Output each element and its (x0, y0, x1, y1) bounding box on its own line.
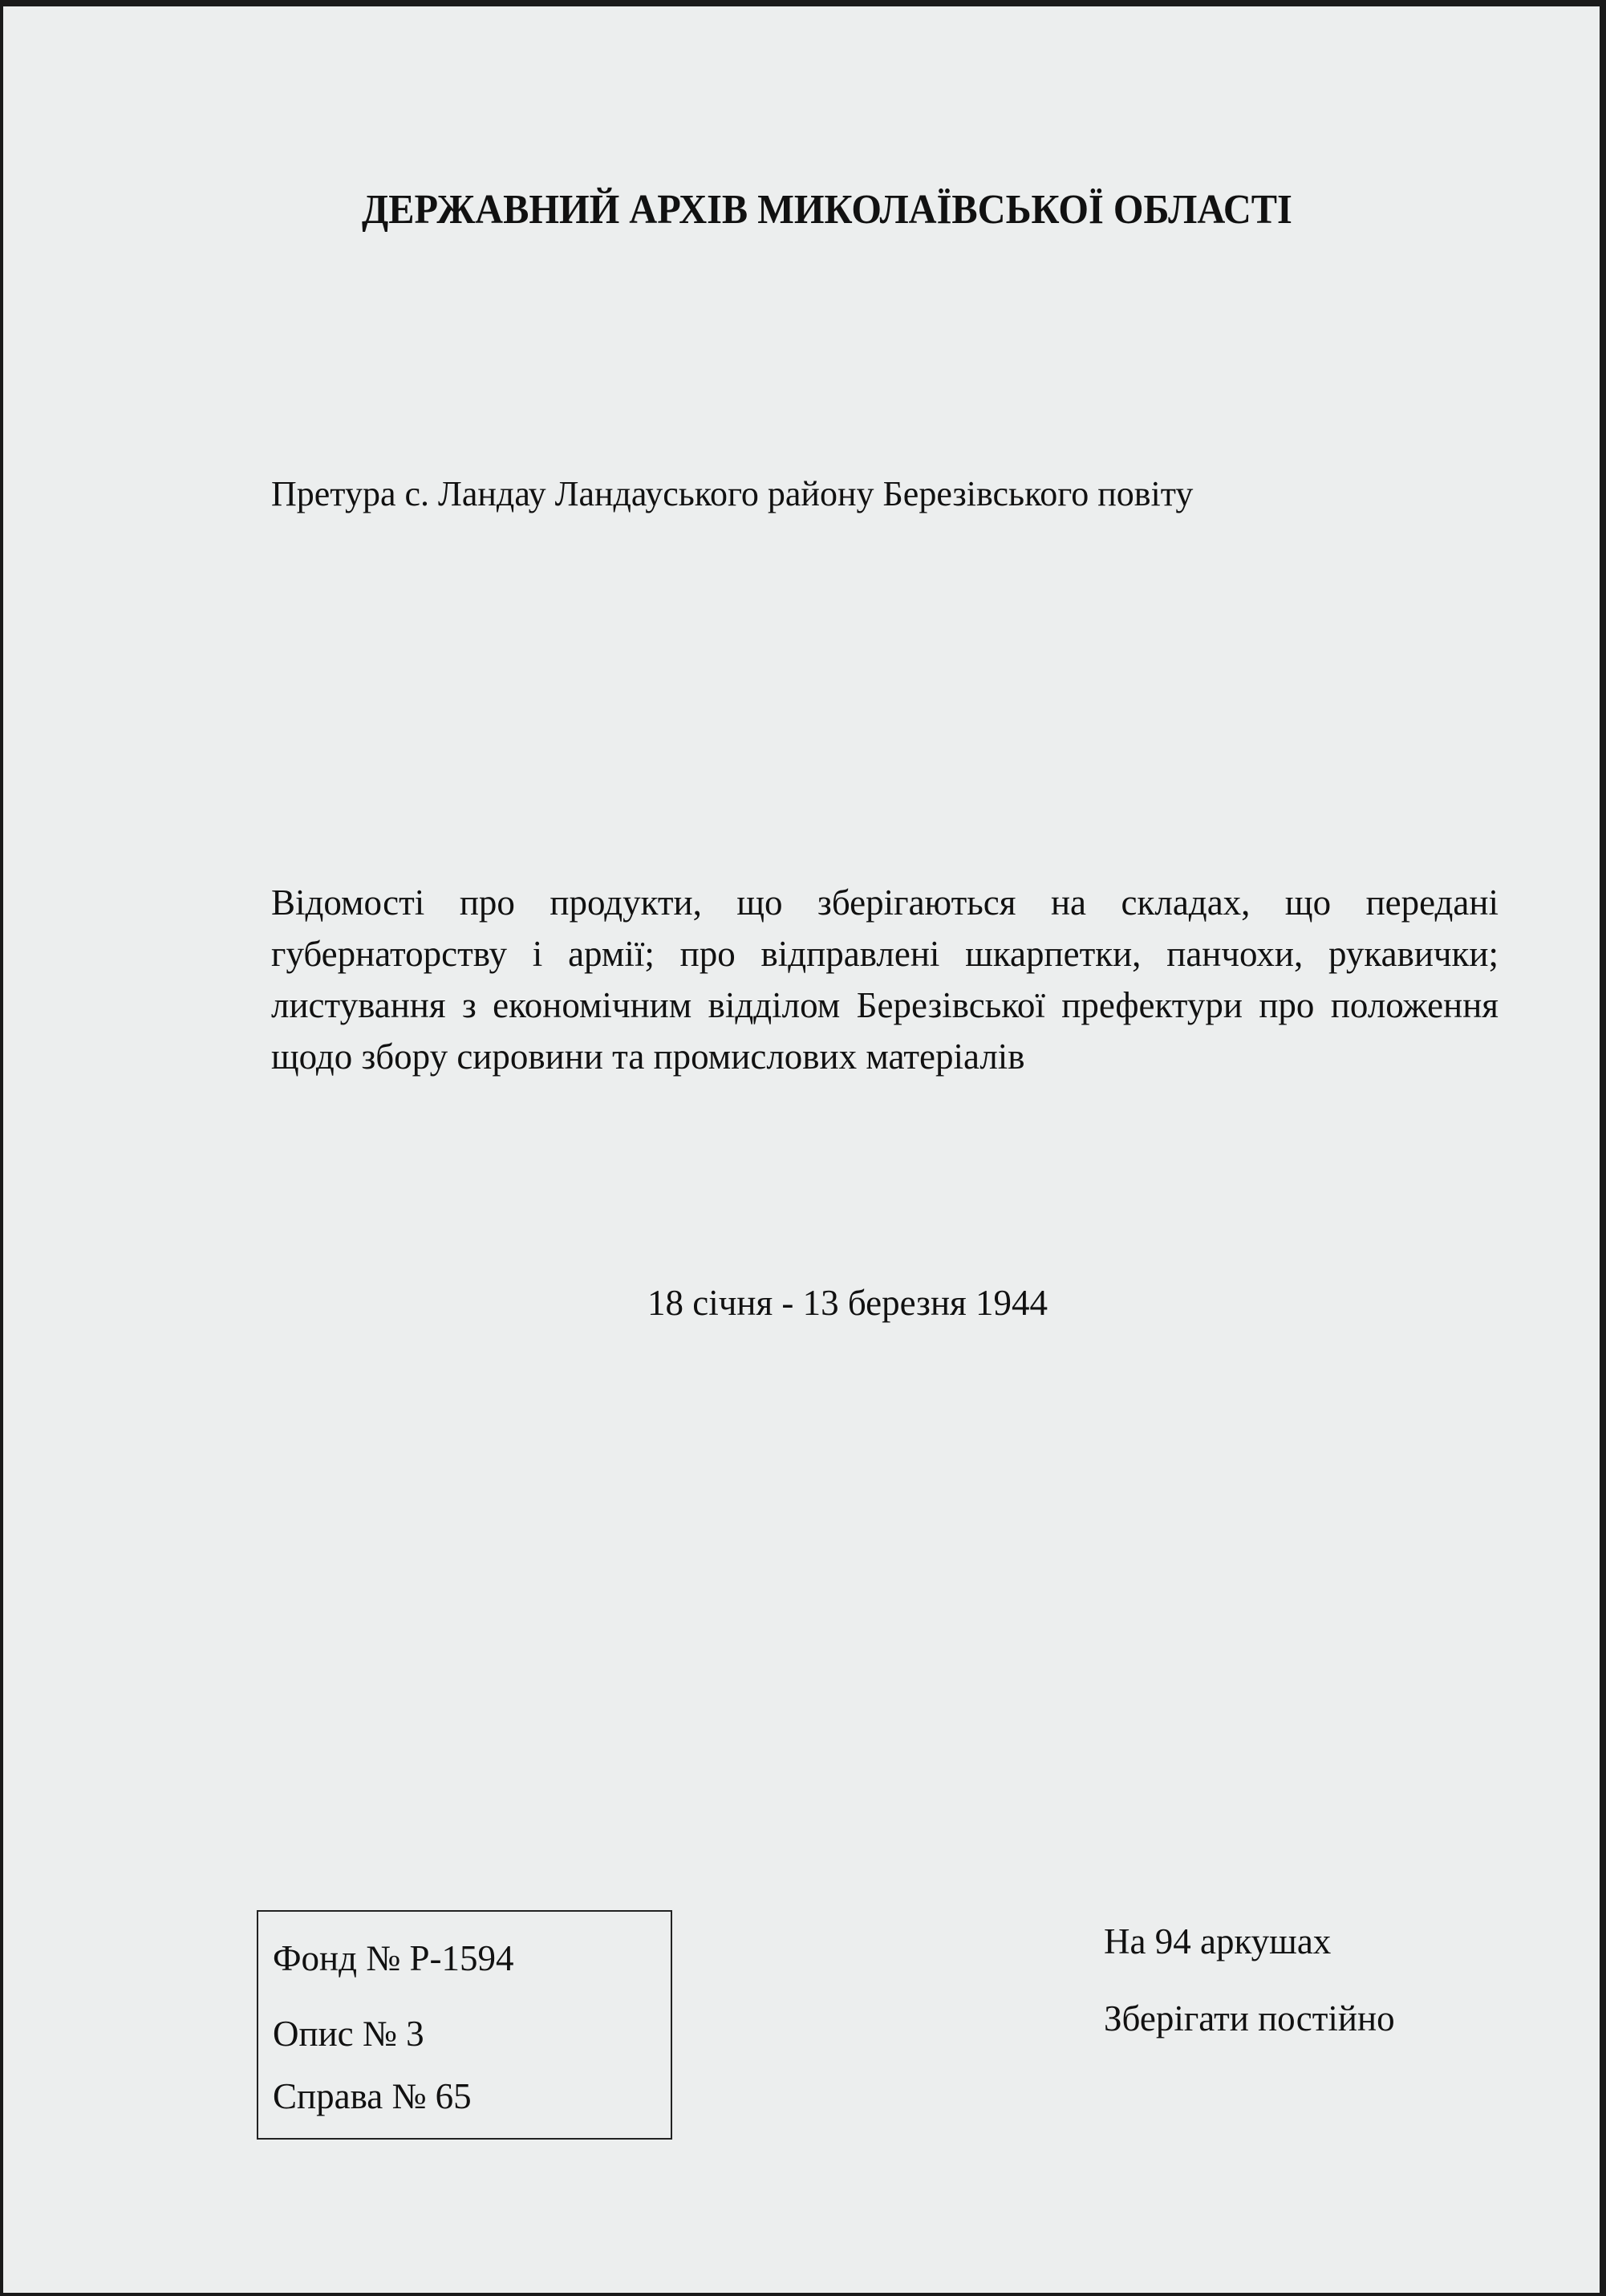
sprava-number: Справа № 65 (273, 2076, 472, 2116)
date-range: 18 січня - 13 березня 1944 (647, 1283, 1048, 1323)
document-page (3, 6, 1600, 2293)
archive-reference-box (257, 1910, 672, 2140)
archive-title: ДЕРЖАВНИЙ АРХІВ МИКОЛАЇВСЬКОЇ ОБЛАСТІ (362, 187, 1292, 233)
case-description: Відомості про продукти, що зберігаються на складах, що передані губернаторству і армії; про відправлені шкарпетки, панчохи, рукавички; листування з економічним відділом Березівської префектури про положення щодо збору сировини та промислових матеріалів (271, 882, 1499, 1077)
fond-number: Фонд № Р-1594 (273, 1938, 514, 1978)
sheet-count: На 94 аркушах (1104, 1921, 1332, 1961)
retention-note: Зберігати постійно (1104, 1998, 1395, 2038)
fund-creator: Претура с. Ландау Ландауського району Березівського повіту (271, 474, 1194, 513)
opys-number: Опис № 3 (273, 2014, 424, 2054)
